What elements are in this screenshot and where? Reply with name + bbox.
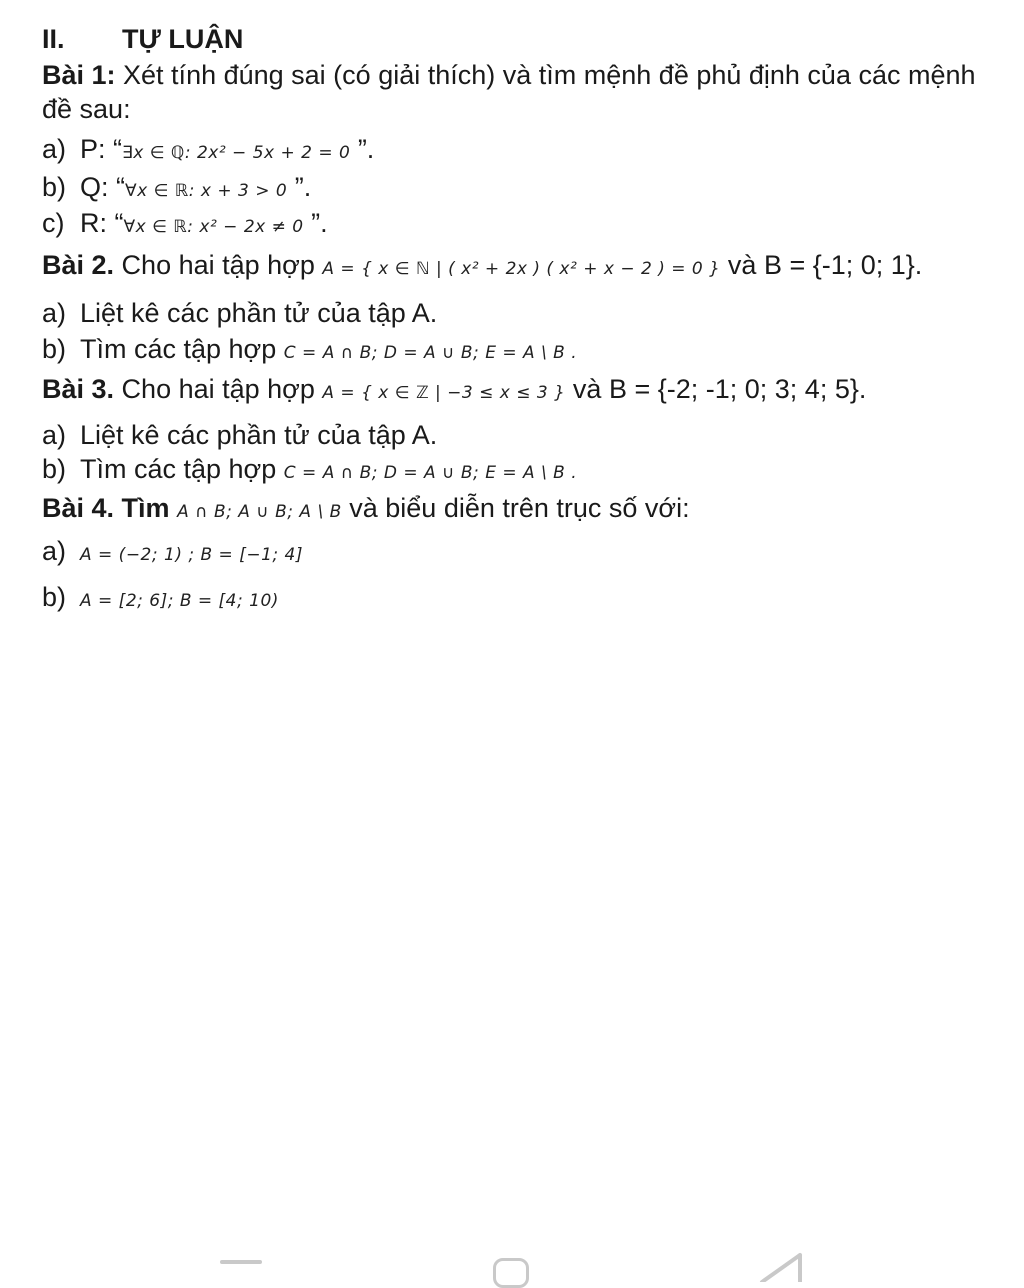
item-name: P: “ xyxy=(80,134,123,164)
bai2-prompt xyxy=(42,248,922,286)
bai4-text: Tìm xyxy=(114,493,178,523)
bai1-text: Xét tính đúng sai (có giải thích) và tìm mệnh đề phủ định của các mệnh đề sau: xyxy=(42,60,976,124)
bai2-item-a xyxy=(42,296,437,330)
bai2-label: Bài 2. xyxy=(42,250,115,280)
bai1-item-c xyxy=(42,206,328,244)
item-math: C = A ∩ B; D = A ∪ B; E = A \ B . xyxy=(283,343,578,363)
item-text: Tìm các tập hợp xyxy=(80,454,284,484)
bai1-label: Bài 1: xyxy=(42,60,116,90)
item-math: ∃x ∈ ℚ: 2x² − 5x + 2 = 0 xyxy=(122,143,351,163)
item-math: A = [2; 6]; B = [4; 10) xyxy=(80,591,279,611)
item-name: Q: “ xyxy=(80,172,125,202)
bai2-text: Cho hai tập hợp xyxy=(114,250,323,280)
bai4-label: Bài 4. xyxy=(42,493,115,523)
item-label: a) xyxy=(42,420,67,450)
section-title: TỰ LUẬN xyxy=(122,24,244,54)
bai3-item-a xyxy=(42,418,437,452)
item-text: Liệt kê các phần tử của tập A. xyxy=(80,420,438,450)
bai4-item-b xyxy=(42,580,279,618)
item-label: b) xyxy=(42,334,67,364)
item-end: ”. xyxy=(303,208,328,238)
item-label: a) xyxy=(42,536,67,566)
bai4-item-a xyxy=(42,534,303,572)
bai3-label: Bài 3. xyxy=(42,374,115,404)
bai3-math: A = { x ∈ ℤ | −3 ≤ x ≤ 3 } xyxy=(322,383,566,403)
bai4-tail: và biểu diễn trên trục số với: xyxy=(341,493,690,523)
item-text: Liệt kê các phần tử của tập A. xyxy=(80,298,438,328)
item-name: R: “ xyxy=(80,208,124,238)
bai2-tail: và B = {-1; 0; 1}. xyxy=(720,250,923,280)
bai3-item-b xyxy=(42,452,577,490)
section-heading xyxy=(42,22,243,56)
home-icon[interactable] xyxy=(493,1258,529,1288)
item-end: ”. xyxy=(287,172,312,202)
back-icon[interactable] xyxy=(758,1252,808,1282)
item-text: Tìm các tập hợp xyxy=(80,334,284,364)
bai2-math: A = { x ∈ ℕ | ( x² + 2x ) ( x² + x − 2 ) = 0 } xyxy=(322,259,721,279)
item-label: a) xyxy=(42,298,67,328)
menu-icon[interactable] xyxy=(220,1260,262,1264)
item-label: b) xyxy=(42,454,67,484)
item-label: b) xyxy=(42,582,67,612)
bai1-prompt xyxy=(42,58,1002,126)
item-math: ∀x ∈ ℝ: x + 3 > 0 xyxy=(125,181,288,201)
bai3-text: Cho hai tập hợp xyxy=(114,374,323,404)
section-number: II. xyxy=(42,24,65,54)
bai4-prompt xyxy=(42,491,690,529)
item-label: c) xyxy=(42,208,65,238)
item-math: C = A ∩ B; D = A ∪ B; E = A \ B . xyxy=(283,463,578,483)
bai3-tail: và B = {-2; -1; 0; 3; 4; 5}. xyxy=(565,374,867,404)
bai4-math: A ∩ B; A ∪ B; A \ B xyxy=(177,502,342,522)
bai3-prompt xyxy=(42,372,866,410)
item-end: ”. xyxy=(350,134,375,164)
item-math: ∀x ∈ ℝ: x² − 2x ≠ 0 xyxy=(123,217,304,237)
navigation-bar xyxy=(0,1244,1024,1279)
item-label: b) xyxy=(42,172,67,202)
bai1-item-b xyxy=(42,170,311,208)
item-label: a) xyxy=(42,134,67,164)
bai2-item-b xyxy=(42,332,577,370)
item-math: A = (−2; 1) ; B = [−1; 4] xyxy=(80,545,303,565)
bai1-item-a xyxy=(42,132,374,170)
